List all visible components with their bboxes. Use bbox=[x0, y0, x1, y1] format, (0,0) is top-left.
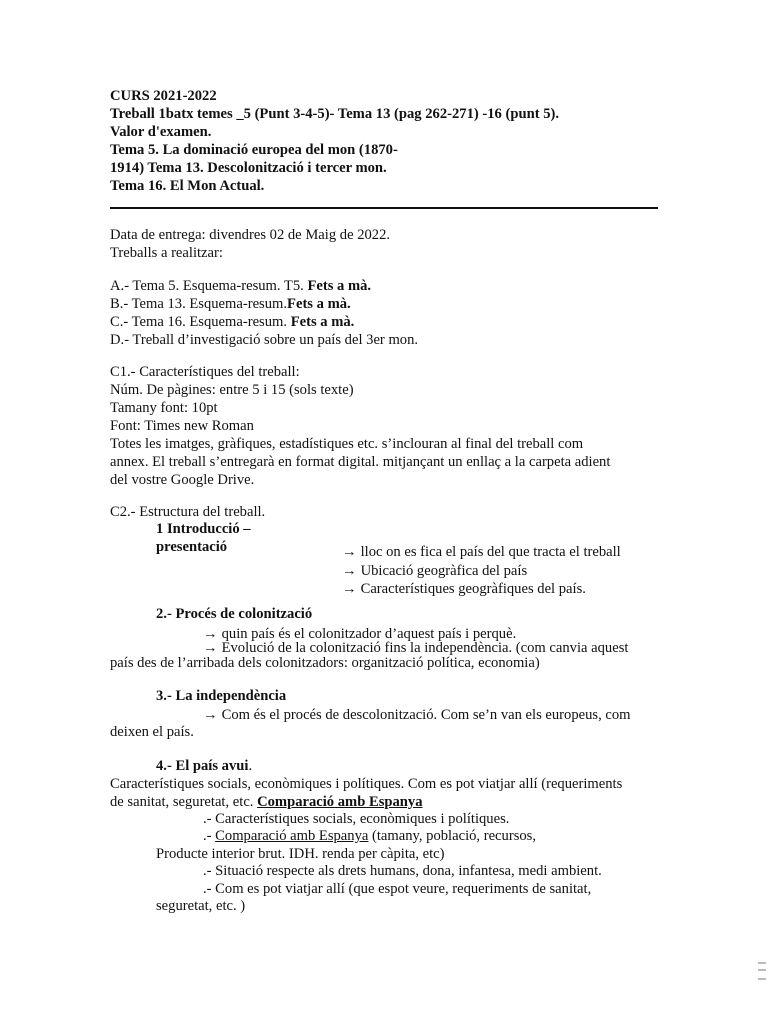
task-b-handmade: Fets a mà. bbox=[287, 296, 351, 312]
c2-title: C2.- Estructura del treball. bbox=[110, 504, 266, 520]
course-year: CURS 2021-2022 bbox=[110, 88, 217, 104]
section-4-sub-4-cont: seguretat, etc. ) bbox=[156, 898, 246, 914]
item-location: lloc on es fica el país del que tracta el treball bbox=[360, 544, 621, 560]
c1-title: C1.- Característiques del treball: bbox=[110, 364, 300, 380]
c1-paragraph-line-3: del vostre Google Drive. bbox=[110, 472, 255, 488]
task-a-text: A.- Tema 5. Esquema-resum. T5. bbox=[110, 278, 308, 294]
c1-font: Font: Times new Roman bbox=[110, 418, 254, 434]
section-4-sub-3: .- Situació respecte als drets humans, dona, infantesa, medi ambient. bbox=[203, 863, 602, 879]
assignment-title: Treball 1batx temes _5 (Punt 3-4-5)- Tema 13 (pag 262-271) -16 (punt 5). bbox=[110, 106, 560, 122]
section-1-items bbox=[342, 543, 621, 599]
works-heading: Treballs a realitzar: bbox=[110, 245, 223, 261]
arrow-right-icon: → bbox=[342, 562, 357, 579]
section-4-paragraph-line-2 bbox=[110, 793, 423, 811]
c1-paragraph-line-1: Totes les imatges, gràfiques, estadístiques etc. s’inclouran al final del treball com bbox=[110, 436, 584, 452]
document-header bbox=[110, 87, 670, 195]
comparison-spain-text: Comparació amb Espanya bbox=[215, 828, 369, 844]
section-c1 bbox=[110, 363, 670, 489]
task-d: D.- Treball d’investigació sobre un país del 3er mon. bbox=[110, 332, 419, 348]
section-1-item bbox=[342, 562, 621, 581]
comparison-spain-heading: Comparació amb Espanya bbox=[257, 794, 423, 810]
section-2-item-2-text: Evolució de la colonització fins la independència. (com canvia aquest bbox=[221, 640, 629, 656]
arrow-right-icon: → bbox=[342, 581, 357, 598]
section-4-title-period: . bbox=[248, 758, 253, 774]
section-2-item-2-cont: país des de l’arribada dels colonitzadors: organització política, economia) bbox=[110, 655, 540, 671]
header-divider bbox=[110, 207, 658, 209]
c1-font-size: Tamany font: 10pt bbox=[110, 400, 218, 416]
intro-block bbox=[110, 226, 390, 262]
arrow-right-icon: → bbox=[342, 544, 357, 560]
section-1-item bbox=[342, 543, 621, 562]
section-2-item-1-text: quin país és el colonitzador d’aquest país i perquè. bbox=[221, 626, 517, 642]
task-list bbox=[110, 277, 418, 349]
arrow-right-icon: → bbox=[203, 640, 218, 656]
topic-5: Tema 5. La dominació europea del mon (1870- bbox=[110, 142, 398, 158]
section-3-title: 3.- La independència bbox=[156, 688, 287, 704]
section-4-sub-2-rest: (tamany, població, recursos, bbox=[368, 828, 536, 844]
c1-paragraph-line-2: annex. El treball s’entregarà en format digital. mitjançant un enllaç a la carpeta adient bbox=[110, 454, 611, 470]
section-4-sub-1: .- Característiques socials, econòmiques i polítiques. bbox=[203, 811, 510, 827]
task-b-text: B.- Tema 13. Esquema-resum. bbox=[110, 296, 288, 312]
item-geo-location: Ubicació geogràfica del país bbox=[360, 562, 528, 579]
section-3-item-cont: deixen el país. bbox=[110, 724, 194, 740]
task-c-handmade: Fets a mà. bbox=[290, 314, 355, 330]
delivery-date: Data de entrega: divendres 02 de Maig de 2022. bbox=[110, 227, 391, 243]
scroll-handle-icon[interactable] bbox=[758, 962, 766, 980]
task-c-text: C.- Tema 16. Esquema-resum. bbox=[110, 314, 291, 330]
section-4-sub-2-prefix: .- bbox=[203, 828, 216, 844]
task-b bbox=[110, 295, 418, 313]
section-1-item bbox=[342, 580, 621, 599]
section-1-title-line-2: presentació bbox=[156, 539, 228, 555]
topic-13: 1914) Tema 13. Descolonització i tercer mon. bbox=[110, 160, 387, 176]
section-3-item bbox=[203, 706, 631, 724]
section-4-paragraph-line-1: Característiques socials, econòmiques i polítiques. Com es pot viatjar allí (requeriments bbox=[110, 776, 623, 792]
exam-value: Valor d'examen. bbox=[110, 124, 212, 140]
topic-16: Tema 16. El Mon Actual. bbox=[110, 178, 265, 194]
section-2-title: 2.- Procés de colonització bbox=[156, 606, 313, 622]
item-geo-features: Característiques geogràfiques del país. bbox=[360, 581, 586, 598]
section-4-title-text: 4.- El país avui bbox=[156, 758, 249, 774]
task-a bbox=[110, 277, 418, 295]
task-c bbox=[110, 313, 418, 331]
section-4-paragraph-text: de sanitat, seguretat, etc. bbox=[110, 794, 258, 810]
section-1-title-line-1: 1 Introducció – bbox=[156, 521, 251, 537]
section-4-sub-2 bbox=[203, 827, 536, 845]
section-4-sub-4: .- Com es pot viatjar allí (que espot veure, requeriments de sanitat, bbox=[203, 881, 592, 897]
section-4-title bbox=[156, 757, 252, 775]
arrow-right-icon: → bbox=[203, 626, 218, 642]
section-4-sub-2-cont: Producte interior brut. IDH. renda per càpita, etc) bbox=[156, 846, 445, 862]
task-a-handmade: Fets a mà. bbox=[307, 278, 372, 294]
section-3-item-text: Com és el procés de descolonització. Com se’n van els europeus, com bbox=[221, 707, 631, 723]
arrow-right-icon: → bbox=[203, 707, 218, 723]
section-1-title bbox=[156, 520, 251, 556]
c1-pages: Núm. De pàgines: entre 5 i 15 (sols texte) bbox=[110, 382, 354, 398]
